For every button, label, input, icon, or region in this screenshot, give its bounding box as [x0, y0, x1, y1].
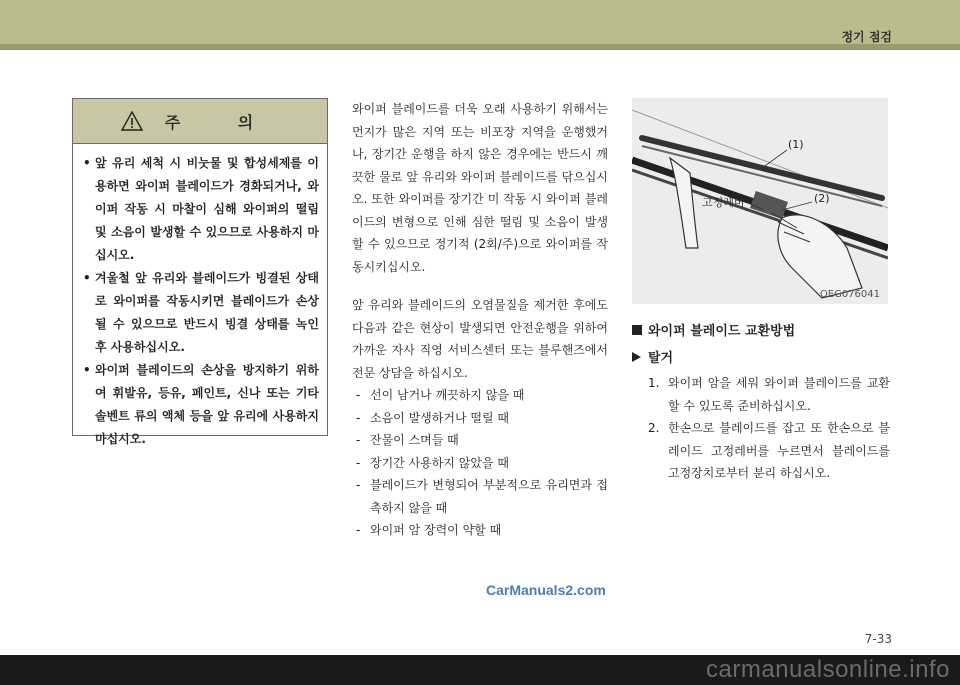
section-title: 정기 점검: [841, 30, 892, 44]
list-item: - 선이 남거나 깨끗하지 않을 때: [352, 384, 608, 407]
warning-icon: [121, 111, 143, 131]
caution-item: • 겨울철 앞 유리와 블레이드가 빙결된 상태로 와이퍼를 작동시키면 블레이드가 손상될 수 있으므로 반드시 빙결 상태를 녹인 후 사용하십시오.: [81, 267, 319, 359]
step-text: 한손으로 블레이드를 잡고 또 한손으로 블레이드 고정레버를 누르면서 블레이드를 고정장치로부터 분리 하십시오.: [668, 421, 890, 480]
triangle-right-icon: [632, 352, 641, 362]
step-text: 와이퍼 암을 세워 와이퍼 블레이드를 교환할 수 있도록 준비하십시오.: [668, 376, 890, 413]
replacement-heading-text: 와이퍼 블레이드 교환방법: [648, 324, 796, 339]
site-watermark: CarManuals2.com: [486, 582, 606, 598]
caution-header: [73, 99, 327, 144]
wiper-illustration: [632, 98, 888, 304]
list-item: - 블레이드가 변형되어 부분적으로 유리면과 접촉하지 않을 때: [352, 474, 608, 519]
footer-band: [0, 655, 960, 685]
page-number: 7-33: [864, 632, 892, 646]
step-item: [648, 372, 890, 417]
step-number: 2.: [648, 421, 660, 435]
caution-item: • 와이퍼 블레이드의 손상을 방지하기 위하여 휘발유, 등유, 페인트, 신나 또는 기타 솔벤트 류의 액체 등을 앞 유리에 사용하지 마십시오.: [81, 359, 319, 451]
paragraph-service: 앞 유리와 블레이드의 오염물질을 제거한 후에도 다음과 같은 현상이 발생되면 안전운행을 위하여 가까운 자사 직영 서비스센터 또는 블루핸즈에서 전문 상담을 하십시오.: [352, 298, 608, 380]
removal-heading: [632, 347, 890, 366]
right-column: [632, 320, 890, 485]
paragraph-maintenance: 와이퍼 블레이드를 더욱 오래 사용하기 위해서는 먼지가 많은 지역 또는 비포장 지역을 운행했거나, 장기간 운행을 하지 않은 경우에는 반드시 깨끗한 물로 앞 유리와 와이퍼 블레이드를 닦으십시오. 또한 와이퍼를 장기간 미 작동 시 와이퍼 블레이드의 변형으로 인해 심한 떨림 및 소음이 발생할 수 있으므로 정기적 (2회/주)으로 와이퍼를 작동시키십시오.: [352, 102, 608, 274]
step-number: 1.: [648, 376, 660, 390]
header-band: [0, 0, 960, 50]
removal-steps: [632, 372, 890, 485]
middle-column: [352, 98, 608, 542]
step-item: [648, 417, 890, 485]
caution-title: 주 의: [164, 112, 280, 132]
footer-watermark: carmanualsonline.info: [706, 656, 950, 683]
figure-label-1: (1): [788, 138, 804, 151]
figure-code: OEG076041: [819, 289, 880, 300]
square-bullet-icon: [632, 325, 642, 335]
figure-label-2: (2): [814, 192, 830, 205]
caution-list: [73, 144, 327, 451]
removal-heading-text: 탈거: [648, 351, 674, 366]
caution-box: [72, 98, 328, 446]
list-item: - 와이퍼 암 장력이 약할 때: [352, 519, 608, 542]
figure-label-lever: 고정레버: [702, 196, 745, 209]
list-item: - 장기간 사용하지 않았을 때: [352, 452, 608, 475]
list-item: - 잔물이 스며들 때: [352, 429, 608, 452]
caution-item: • 앞 유리 세척 시 비눗물 및 합성세제를 이용하면 와이퍼 블레이드가 경화되거나, 와이퍼 작동 시 마찰이 심해 와이퍼의 떨림 및 소음이 발생할 수 있으므로 사용하지 마십시오.: [81, 152, 319, 267]
replacement-heading: [632, 320, 890, 339]
symptom-list: [352, 384, 608, 542]
wiper-figure: [632, 98, 888, 304]
list-item: - 소음이 발생하거나 떨릴 때: [352, 407, 608, 430]
